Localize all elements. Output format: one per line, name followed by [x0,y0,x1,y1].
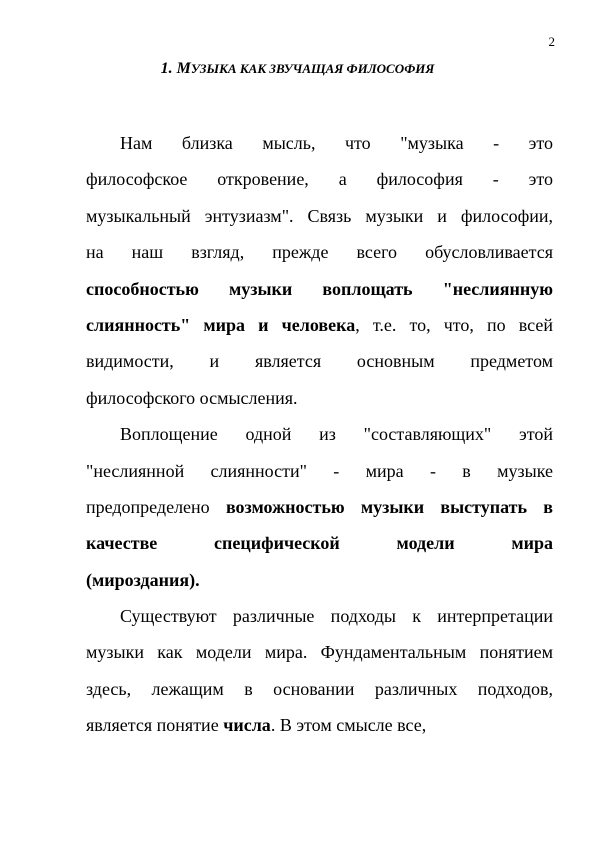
text-segment: видимости, и является основным предметом [86,351,553,372]
text-line [86,421,553,457]
chapter-title-lead: 1. М [160,60,191,77]
paragraph [86,603,553,749]
paragraph [86,421,553,603]
text-line [86,239,553,275]
text-line [86,166,553,202]
bold-text: качестве специфической модели мира [86,533,553,554]
text-line [86,385,553,421]
text-segment: на наш взгляд, прежде всего обусловливается [86,242,553,263]
text-line [86,639,553,675]
text-segment: философского осмысления. [86,387,298,408]
text-line [86,348,553,384]
chapter-title-rest: УЗЫКА КАК ЗВУЧАЩАЯ ФИЛОСОФИЯ [190,61,435,76]
text-line [86,676,553,712]
text-segment: Нам близка мысль, что "музыка - это [120,133,553,153]
bold-text: числа [223,715,271,736]
text-line [86,203,553,239]
text-segment: Воплощение одной из "составляющих" этой [120,424,553,445]
bold-text: способностью музыки воплощать "неслиянную [86,278,553,299]
text-line [86,276,553,312]
text-segment: предопределено [86,496,226,517]
bold-text: слиянность" мира и человека [86,314,356,335]
paragraph [86,130,553,421]
bold-text: возможностью музыки выступать в [225,496,553,517]
text-segment: является понятие [86,715,224,736]
text-segment: музыки как модели мира. Фундаментальным понятием [86,642,553,663]
text-line [86,312,553,348]
text-segment: Существуют различные подходы к интерпретации [120,606,553,627]
text-segment: музыкальный энтузиазм". Связь музыки и философии, [86,205,553,226]
bold-text: (мироздания). [86,569,200,590]
text-segment: , т.е. то, что, по всей [355,314,553,335]
text-segment: здесь, лежащим в основании различных подходов, [86,678,553,699]
text-line [86,567,553,603]
page-number: 2 [548,34,555,49]
chapter-title [0,60,595,78]
body-text [86,130,553,749]
text-segment: философское откровение, а философия - это [86,169,553,190]
text-line [86,603,553,639]
text-line [86,530,553,566]
text-line [86,494,553,530]
text-segment: . В этом смысле все, [270,715,427,736]
text-line [86,130,553,166]
text-line [86,712,553,748]
text-line [86,458,553,494]
text-segment: "неслиянной слиянности" - мира - в музыке [86,460,553,481]
